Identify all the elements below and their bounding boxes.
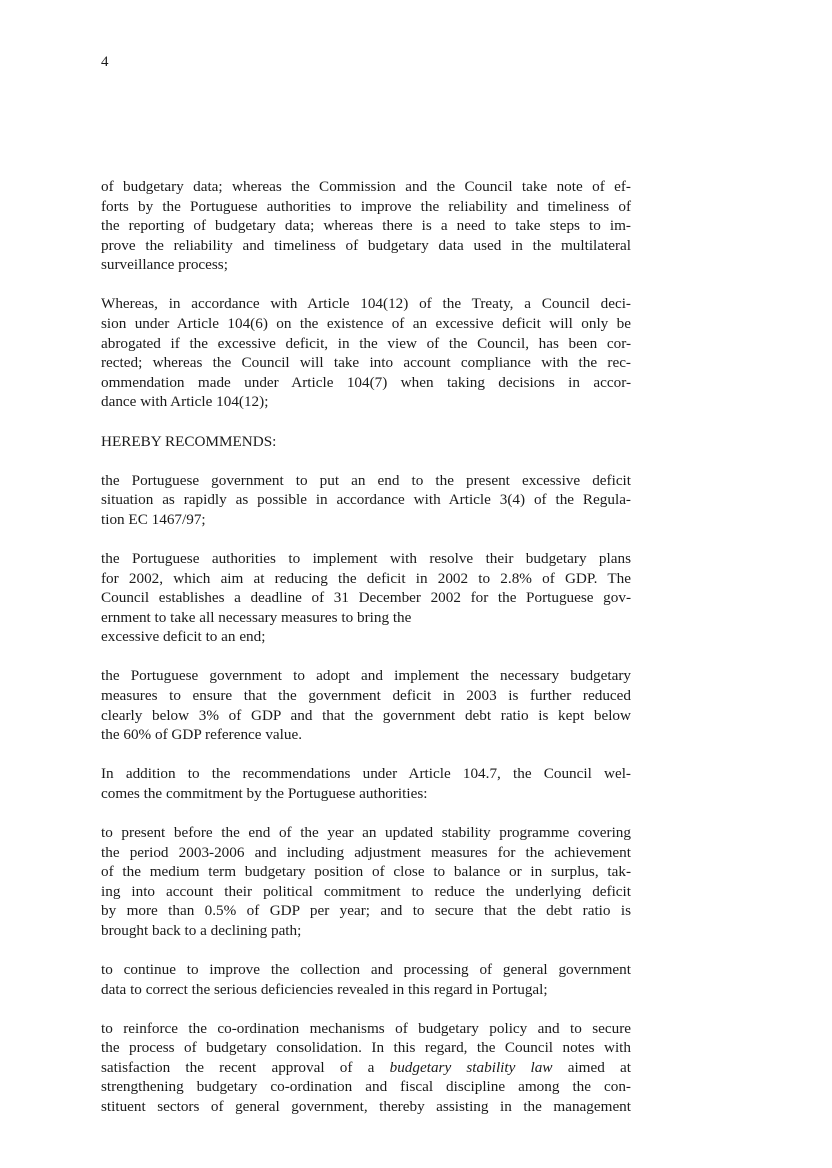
text-line: data to correct the serious deficiencies revealed in this regard in Portugal; xyxy=(101,980,548,998)
text-line-with-italic xyxy=(101,1058,631,1078)
text-line: of the medium term budgetary position of close to balance or in surplus, tak- xyxy=(101,863,631,881)
text-run: satisfaction the recent approval of a xyxy=(101,1058,390,1076)
text-line: comes the commitment by the Portuguese authorities: xyxy=(101,784,428,802)
paragraph-stability-programme xyxy=(101,823,631,941)
paragraph-recommendation-1 xyxy=(101,471,631,530)
text-line: ing into account their political commitment to reduce the underlying deficit xyxy=(101,882,631,900)
text-line: the 60% of GDP reference value. xyxy=(101,726,303,744)
text-line: rected; whereas the Council will take into account compliance with the rec- xyxy=(101,354,631,372)
text-line: the period 2003-2006 and including adjustment measures for the achievement xyxy=(101,843,631,861)
text-line: the reporting of budgetary data; whereas there is a need to take steps to im- xyxy=(101,217,631,235)
paragraph-data-collection xyxy=(101,960,631,999)
text-line: forts by the Portuguese authorities to improve the reliability and timeliness of xyxy=(101,197,631,215)
text-line: dance with Article 104(12); xyxy=(101,393,269,411)
text-line: brought back to a declining path; xyxy=(101,921,302,939)
paragraph-recommendation-2 xyxy=(101,549,631,647)
text-line: by more than 0.5% of GDP per year; and to secure that the debt ratio is xyxy=(101,902,631,920)
text-line: for 2002, which aim at reducing the deficit in 2002 to 2.8% of GDP. The xyxy=(101,569,631,587)
paragraph-coordination xyxy=(101,1019,631,1117)
text-line: surveillance process; xyxy=(101,256,228,274)
text-line: strengthening budgetary co-ordination and fiscal discipline among the con- xyxy=(101,1078,631,1096)
text-line: measures to ensure that the government deficit in 2003 is further reduced xyxy=(101,686,631,704)
text-line: clearly below 3% of GDP and that the government debt ratio is kept below xyxy=(101,706,631,724)
text-line: Council establishes a deadline of 31 December 2002 for the Portuguese gov- xyxy=(101,589,631,607)
text-line: the process of budgetary consolidation. In this regard, the Council notes with xyxy=(101,1039,631,1057)
text-line: tion EC 1467/97; xyxy=(101,510,206,528)
paragraph-commitment-intro xyxy=(101,764,631,803)
text-line: Whereas, in accordance with Article 104(12) of the Treaty, a Council deci- xyxy=(101,295,631,313)
text-line: to present before the end of the year an updated stability programme covering xyxy=(101,823,631,841)
page-number: 4 xyxy=(101,54,109,70)
text-line: the Portuguese government to put an end to the present excessive deficit xyxy=(101,471,631,489)
text-line: the Portuguese government to adopt and implement the necessary budgetary xyxy=(101,667,631,685)
text-line: ernment to take all necessary measures to bring the xyxy=(101,608,412,626)
text-line: prove the reliability and timeliness of budgetary data used in the multilateral xyxy=(101,236,631,254)
text-line: In addition to the recommendations under Article 104.7, the Council wel- xyxy=(101,765,631,783)
text-line: abrogated if the excessive deficit, in the view of the Council, has been cor- xyxy=(101,334,631,352)
italic-term-budgetary-stability-law: budgetary stability law xyxy=(389,1058,553,1076)
paragraph-article-104-12 xyxy=(101,294,631,412)
text-line: excessive deficit to an end; xyxy=(101,628,266,646)
text-line: situation as rapidly as possible in accordance with Article 3(4) of the Regula- xyxy=(101,491,631,509)
text-line: to continue to improve the collection and processing of general government xyxy=(101,961,631,978)
text-run: aimed at xyxy=(552,1058,631,1076)
text-line: stituent sectors of general government, thereby assisting in the management xyxy=(101,1098,631,1116)
section-heading: HEREBY RECOMMENDS: xyxy=(101,432,277,450)
text-line: of budgetary data; whereas the Commission and the Council take note of ef- xyxy=(101,178,631,195)
text-line: the Portuguese authorities to implement with resolve their budgetary plans xyxy=(101,549,631,567)
text-line: to reinforce the co-ordination mechanisms of budgetary policy and to secure xyxy=(101,1019,631,1037)
paragraph-recommendation-3 xyxy=(101,666,631,744)
paragraph-hereby-recommends xyxy=(101,432,631,452)
document-body xyxy=(101,177,631,1136)
paragraph-budgetary-data xyxy=(101,177,631,275)
text-line: sion under Article 104(6) on the existence of an excessive deficit will only be xyxy=(101,315,631,333)
text-line: ommendation made under Article 104(7) when taking decisions in accor- xyxy=(101,373,631,391)
